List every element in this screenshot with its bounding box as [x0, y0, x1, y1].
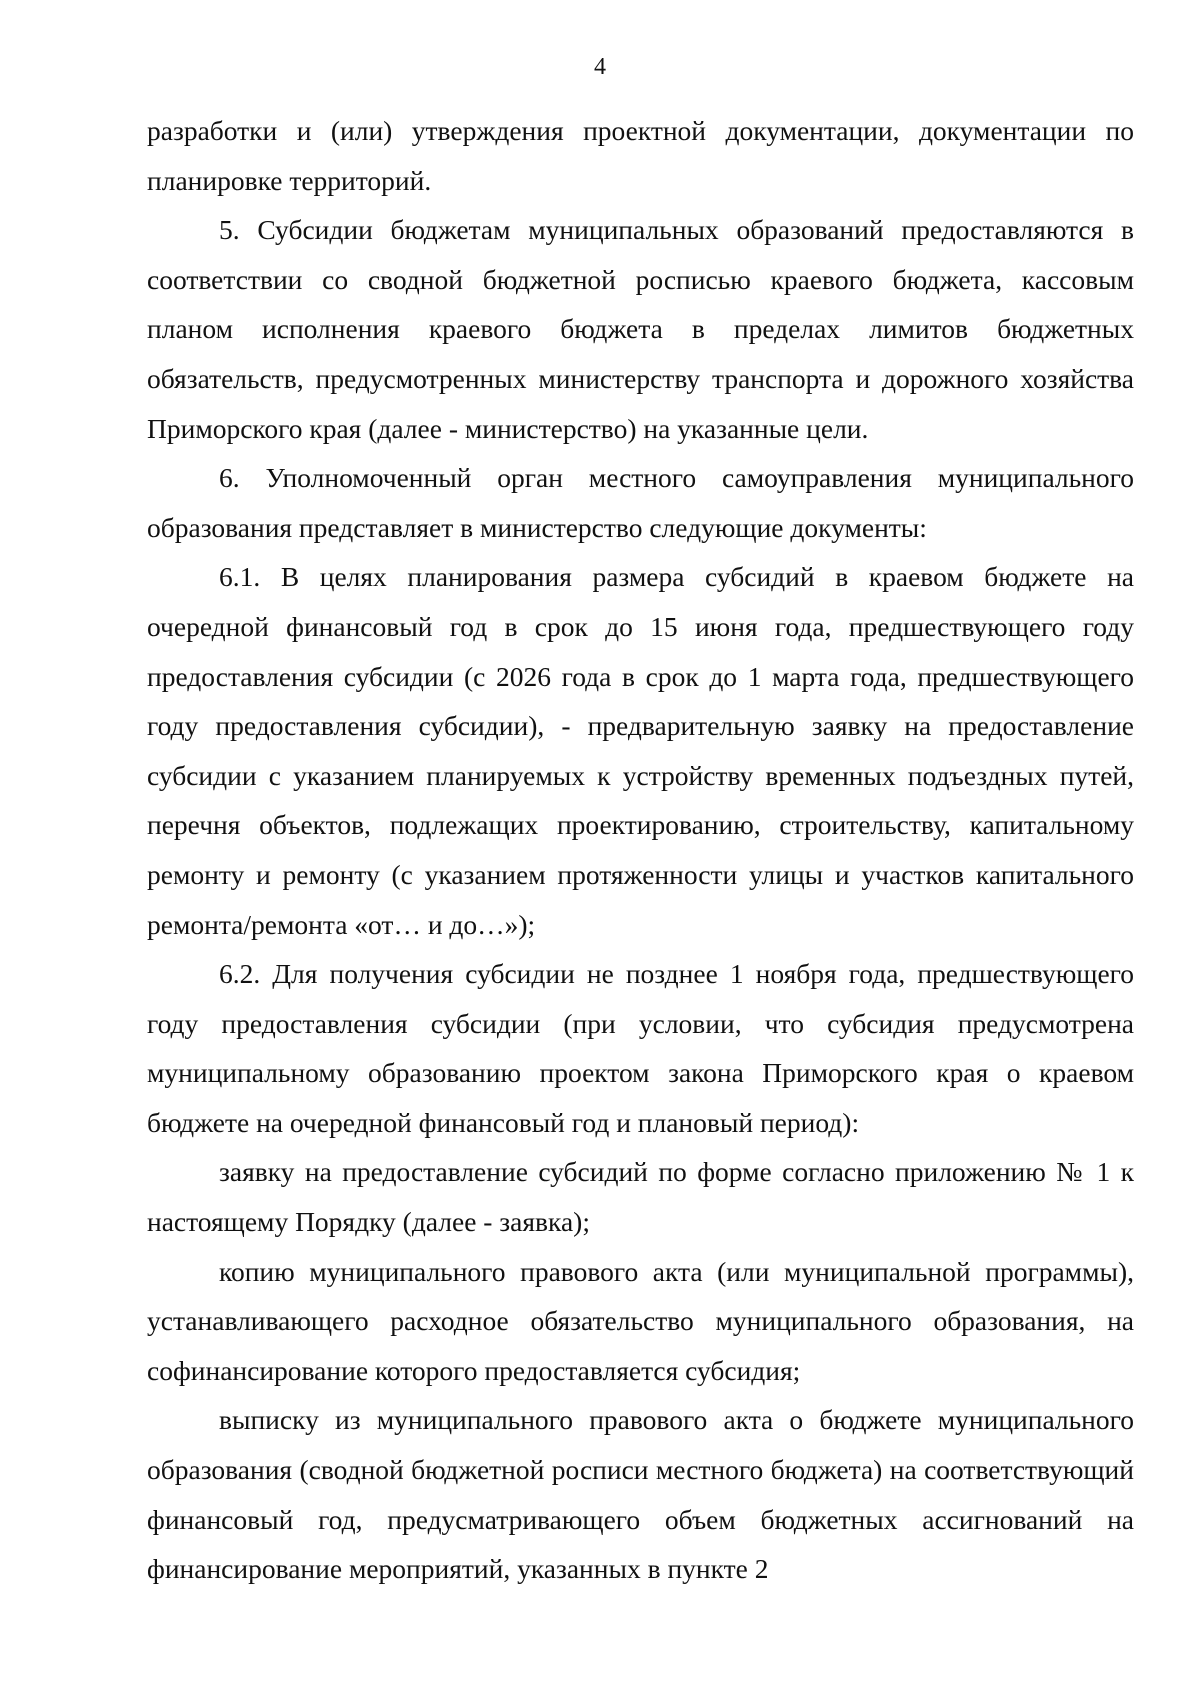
- page-number: 4: [594, 54, 606, 80]
- paragraph-item-6-1: 6.1. В целях планирования размера субсидий в краевом бюджете на очередной финансовый год в срок до 15 июня года, предшествующего году предоставления субсидии (с 2026 года в срок до 1 марта года, предшествующего году предоставления субсидии), - предварительную заявку на предоставление субсидии с указанием планируемых к устройству временных подъездных путей, перечня объектов, подлежащих проектированию, строительству, капитальному ремонту и ремонту (с указанием протяженности улицы и участков капитального ремонта/ремонта «от… и до…»);: [147, 561, 1134, 940]
- paragraph-item-6: 6. Уполномоченный орган местного самоуправления муниципального образования представляет в министерство следующие документы:: [147, 462, 1134, 543]
- paragraph-application: заявку на предоставление субсидий по форме согласно приложению № 1 к настоящему Порядку (далее - заявка);: [147, 1156, 1134, 1238]
- document-body: [147, 106, 1134, 1594]
- paragraph-budget-extract: выписку из муниципального правового акта о бюджете муниципального образования (сводной бюджетной росписи местного бюджета) на соответствующий финансовый год, предусматривающего объем бюджетных ассигнований на финансирование мероприятий, указанных в пункте 2: [147, 1404, 1134, 1585]
- paragraph-item-6-2: 6.2. Для получения субсидии не позднее 1 ноября года, предшествующего году предоставления субсидии (при условии, что субсидия предусмотрена муниципальному образованию проектом закона Приморского края о краевом бюджете на очередной финансовый год и плановый период):: [147, 958, 1134, 1138]
- paragraph-legal-act-copy: копию муниципального правового акта (или муниципальной программы), устанавливающего расходное обязательство муниципального образования, на софинансирование которого предоставляется субсидия;: [147, 1255, 1134, 1386]
- paragraph-continuation: разработки и (или) утверждения проектной документации, документации по планировке территорий.: [147, 115, 1134, 196]
- paragraph-item-5: 5. Субсидии бюджетам муниципальных образований предоставляются в соответствии со сводной бюджетной росписью краевого бюджета, кассовым планом исполнения краевого бюджета в пределах лимитов бюджетных обязательств, предусмотренных министерству транспорта и дорожного хозяйства Приморского края (далее - министерство) на указанные цели.: [147, 214, 1134, 444]
